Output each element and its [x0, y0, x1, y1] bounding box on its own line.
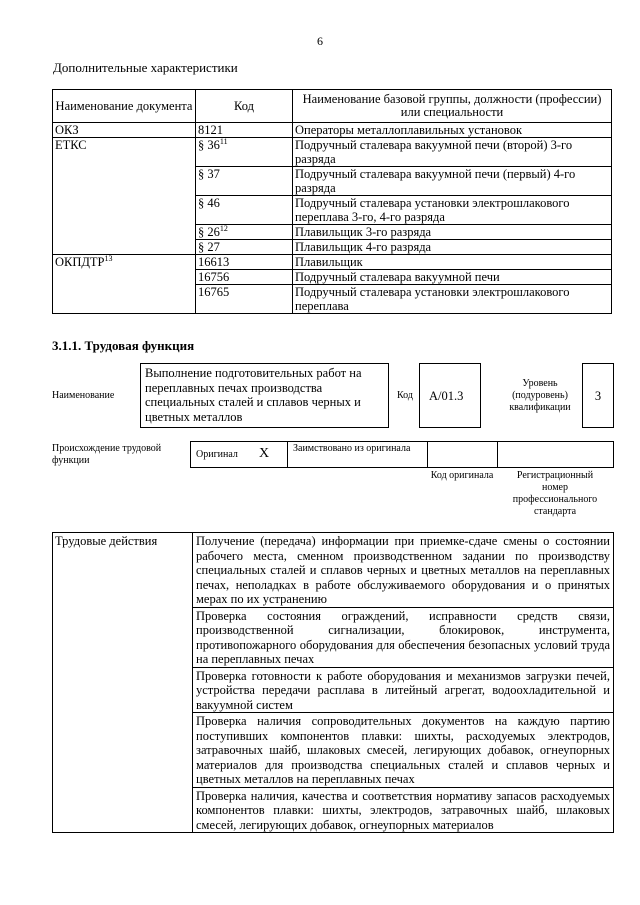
origin-original-label: Оригинал — [196, 449, 238, 460]
code-cell: § 37 — [196, 167, 293, 196]
action-item: Проверка готовности к работе оборудования и механизмов загрузки печей, устройства передачи расплава в литейный агрегат, водоохладительной и вакуумной систем — [193, 667, 614, 713]
table-row — [53, 138, 612, 167]
title-cell: Подручный сталевара вакуумной печи (первый) 4-го разряда — [293, 167, 612, 196]
additional-characteristics-table — [52, 89, 612, 314]
header-document: Наименование документа — [53, 90, 196, 123]
action-item: Получение (передача) информации при приемке-сдаче смены о состоянии рабочего места, сменном производственном задании по производству специальных сталей и сплавов черных и цветных металлов на переплавных печах, неполадках в работе обслуживаемого оборудования и о принятых мерах по их устранению — [193, 533, 614, 608]
table-header-row — [53, 90, 612, 123]
table-row — [53, 123, 612, 138]
header-group-name: Наименование базовой группы, должности (профессии) или специальности — [293, 90, 612, 123]
doc-cell: ЕТКС — [53, 138, 196, 255]
title-cell: Плавильщик — [293, 255, 612, 270]
title-cell: Плавильщик 3-го разряда — [293, 225, 612, 240]
function-code-label: Код — [397, 390, 413, 401]
additional-characteristics-heading: Дополнительные характеристики — [53, 60, 238, 75]
doc-cell: ОКЗ — [53, 123, 196, 138]
title-cell: Подручный сталевара установки электрошлакового переплава 3-го, 4-го разряда — [293, 196, 612, 225]
header-code: Код — [196, 90, 293, 123]
code-cell: § $26^{12}$ — [196, 225, 293, 240]
code-cell: § 27 — [196, 240, 293, 255]
code-cell: 16613 — [196, 255, 293, 270]
doc-cell: ОКПДТР$^{13}$ — [53, 255, 196, 314]
title-cell: Подручный сталевара вакуумной печи (второй) 3-го разряда — [293, 138, 612, 167]
origin-label: Происхождение трудовой функции — [52, 443, 162, 466]
qualification-level-box — [582, 363, 614, 428]
title-cell: Плавильщик 4-го разряда — [293, 240, 612, 255]
qualification-level-value: 3 — [594, 389, 602, 403]
table-row — [53, 533, 614, 608]
origin-code-caption: Код оригинала — [430, 470, 494, 481]
title-cell: Подручный сталевара установки электрошлакового переплава — [293, 285, 612, 314]
title-cell: Операторы металлоплавильных установок — [293, 123, 612, 138]
function-name-box — [140, 363, 389, 428]
origin-original-mark: X — [259, 446, 270, 461]
action-item: Проверка наличия, качества и соответствия нормативу запасов расходуемых компонентов плавки: шихты, электродов, затравочных шайб, шлаковых смесей, легирующих добавок, огнеупорных материалов — [193, 787, 614, 833]
page-number: 6 — [317, 34, 323, 48]
origin-borrowed-label: Заимствовано из оригинала — [293, 443, 411, 454]
qualification-level-label: Уровень (подуровень) квалификации — [509, 378, 571, 413]
title-cell: Подручный сталевара вакуумной печи — [293, 270, 612, 285]
labor-actions-table — [52, 532, 614, 833]
table-row — [53, 255, 612, 270]
action-item: Проверка состояния ограждений, исправности средств связи, производственной сигнализации, блокировок, инструмента, противопожарного оборудования для обеспечения безопасных условий труда на переплавных печах — [193, 607, 614, 667]
code-cell: 16756 — [196, 270, 293, 285]
section-title: 3.1.1. Трудовая функция — [52, 338, 195, 353]
origin-reg-caption: Регистрационный номер профессионального стандарта — [512, 470, 598, 517]
function-code-box — [419, 363, 481, 428]
code-cell: § 46 — [196, 196, 293, 225]
actions-label: Трудовые действия — [53, 533, 193, 833]
code-cell: § $36^{11}$ — [196, 138, 293, 167]
action-item: Проверка наличия сопроводительных документов на каждую партию поступивших компонентов плавки: шихты, расходуемых электродов, затравочных шайб, шлаковых смесей, легирующих добавок, огнеупорных материалов для производства специальных сталей и сплавов черных и цветных металлов на переплавных печах — [193, 713, 614, 788]
function-code-value: А/01.3 — [429, 389, 464, 403]
function-name-value: Выполнение подготовительных работ на переплавных печах производства специальных сталей и сплавов черных и цветных металлов — [145, 366, 362, 424]
function-name-label: Наименование — [52, 390, 115, 401]
code-cell: 8121 — [196, 123, 293, 138]
code-cell: 16765 — [196, 285, 293, 314]
